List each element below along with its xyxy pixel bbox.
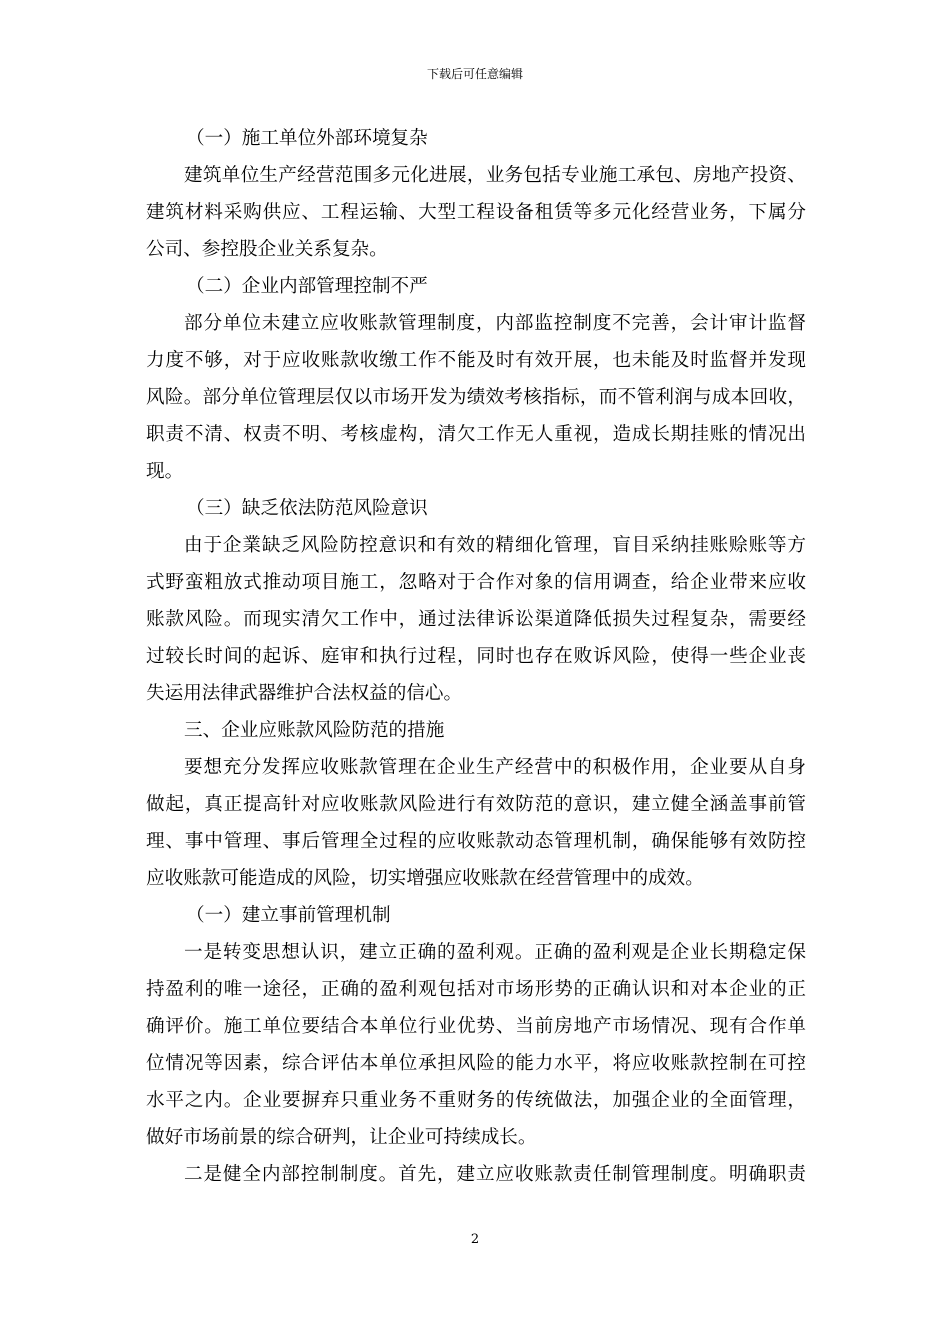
document-body — [146, 120, 806, 1193]
text-line: 二是健全内部控制制度。首先，建立应收账款责任制管理制度。明确职责 — [184, 1164, 806, 1185]
text-line: 由于企業缺乏风险防控意识和有效的精细化管理，盲目采纳挂账赊账等方 — [184, 535, 806, 556]
text-line: 三、企业应账款风险防范的措施 — [184, 720, 445, 741]
text-line: 部分单位未建立应收账款管理制度，内部监控制度不完善，会计审计监督 — [184, 313, 806, 334]
text-line: 建筑材料采购供应、工程运输、大型工程设备租赁等多元化经营业务，下属分 — [146, 202, 806, 223]
text-line: 现。 — [146, 461, 184, 482]
page-header: 下载后可任意编辑 — [426, 67, 523, 81]
text-line: 理、事中管理、事后管理全过程的应收账款动态管理机制，确保能够有效防控 — [146, 831, 806, 852]
text-line: 做好市场前景的综合研判，让企业可持续成长。 — [146, 1127, 537, 1148]
text-line: 持盈利的唯一途径，正确的盈利观包括对市场形势的正确认识和对本企业的正 — [146, 979, 806, 1000]
text-line: 要想充分发挥应收账款管理在企业生产经营中的积极作用，企业要从自身 — [184, 757, 806, 778]
text-line: 做起，真正提高针对应收账款风险进行有效防范的意识，建立健全涵盖事前管 — [146, 794, 806, 815]
text-line: 失运用法律武器维护合法权益的信心。 — [146, 683, 463, 704]
text-line: 水平之内。企业要摒弃只重业务不重财务的传统做法，加强企业的全面管理， — [146, 1090, 806, 1111]
text-line: 式野蛮粗放式推动项目施工，忽略对于合作对象的信用调查，给企业带来应收 — [146, 572, 806, 593]
text-line: 职责不清、权责不明、考核虚构，清欠工作无人重视，造成长期挂账的情况出 — [146, 424, 806, 445]
text-line: 位情况等因素，综合评估本单位承担风险的能力水平，将应收账款控制在可控 — [146, 1053, 806, 1074]
text-line: 力度不够，对于应收账款收缴工作不能及时有效开展，也未能及时监督并发现 — [146, 350, 806, 371]
text-line: 确评价。施工单位要结合本单位行业优势、当前房地产市场情况、现有合作单 — [146, 1016, 806, 1037]
text-line: 风险。部分单位管理层仅以市场开发为绩效考核指标，而不管利润与成本回收， — [146, 387, 806, 408]
text-line: （二）企业内部管理控制不严 — [186, 276, 428, 297]
text-line: （一）建立事前管理机制 — [186, 905, 391, 926]
text-line: 一是转变思想认识，建立正确的盈利观。正确的盈利观是企业长期稳定保 — [184, 942, 806, 963]
text-line: 应收账款可能造成的风险，切实增强应收账款在经营管理中的成效。 — [146, 868, 704, 889]
text-line: 过较长时间的起诉、庭审和执行过程，同时也存在败诉风险，使得一些企业丧 — [146, 646, 806, 667]
page-number: 2 — [470, 1232, 480, 1247]
text-line: （一）施工单位外部环境复杂 — [186, 128, 428, 149]
text-line: 建筑单位生产经营范围多元化进展，业务包括专业施工承包、房地产投资、 — [184, 165, 806, 186]
text-line: 账款风险。而现实清欠工作中，通过法律诉讼渠道降低损失过程复杂，需要经 — [146, 609, 806, 630]
text-line: （三）缺乏依法防范风险意识 — [186, 498, 428, 519]
text-line: 公司、参控股企业关系复杂。 — [146, 239, 388, 260]
